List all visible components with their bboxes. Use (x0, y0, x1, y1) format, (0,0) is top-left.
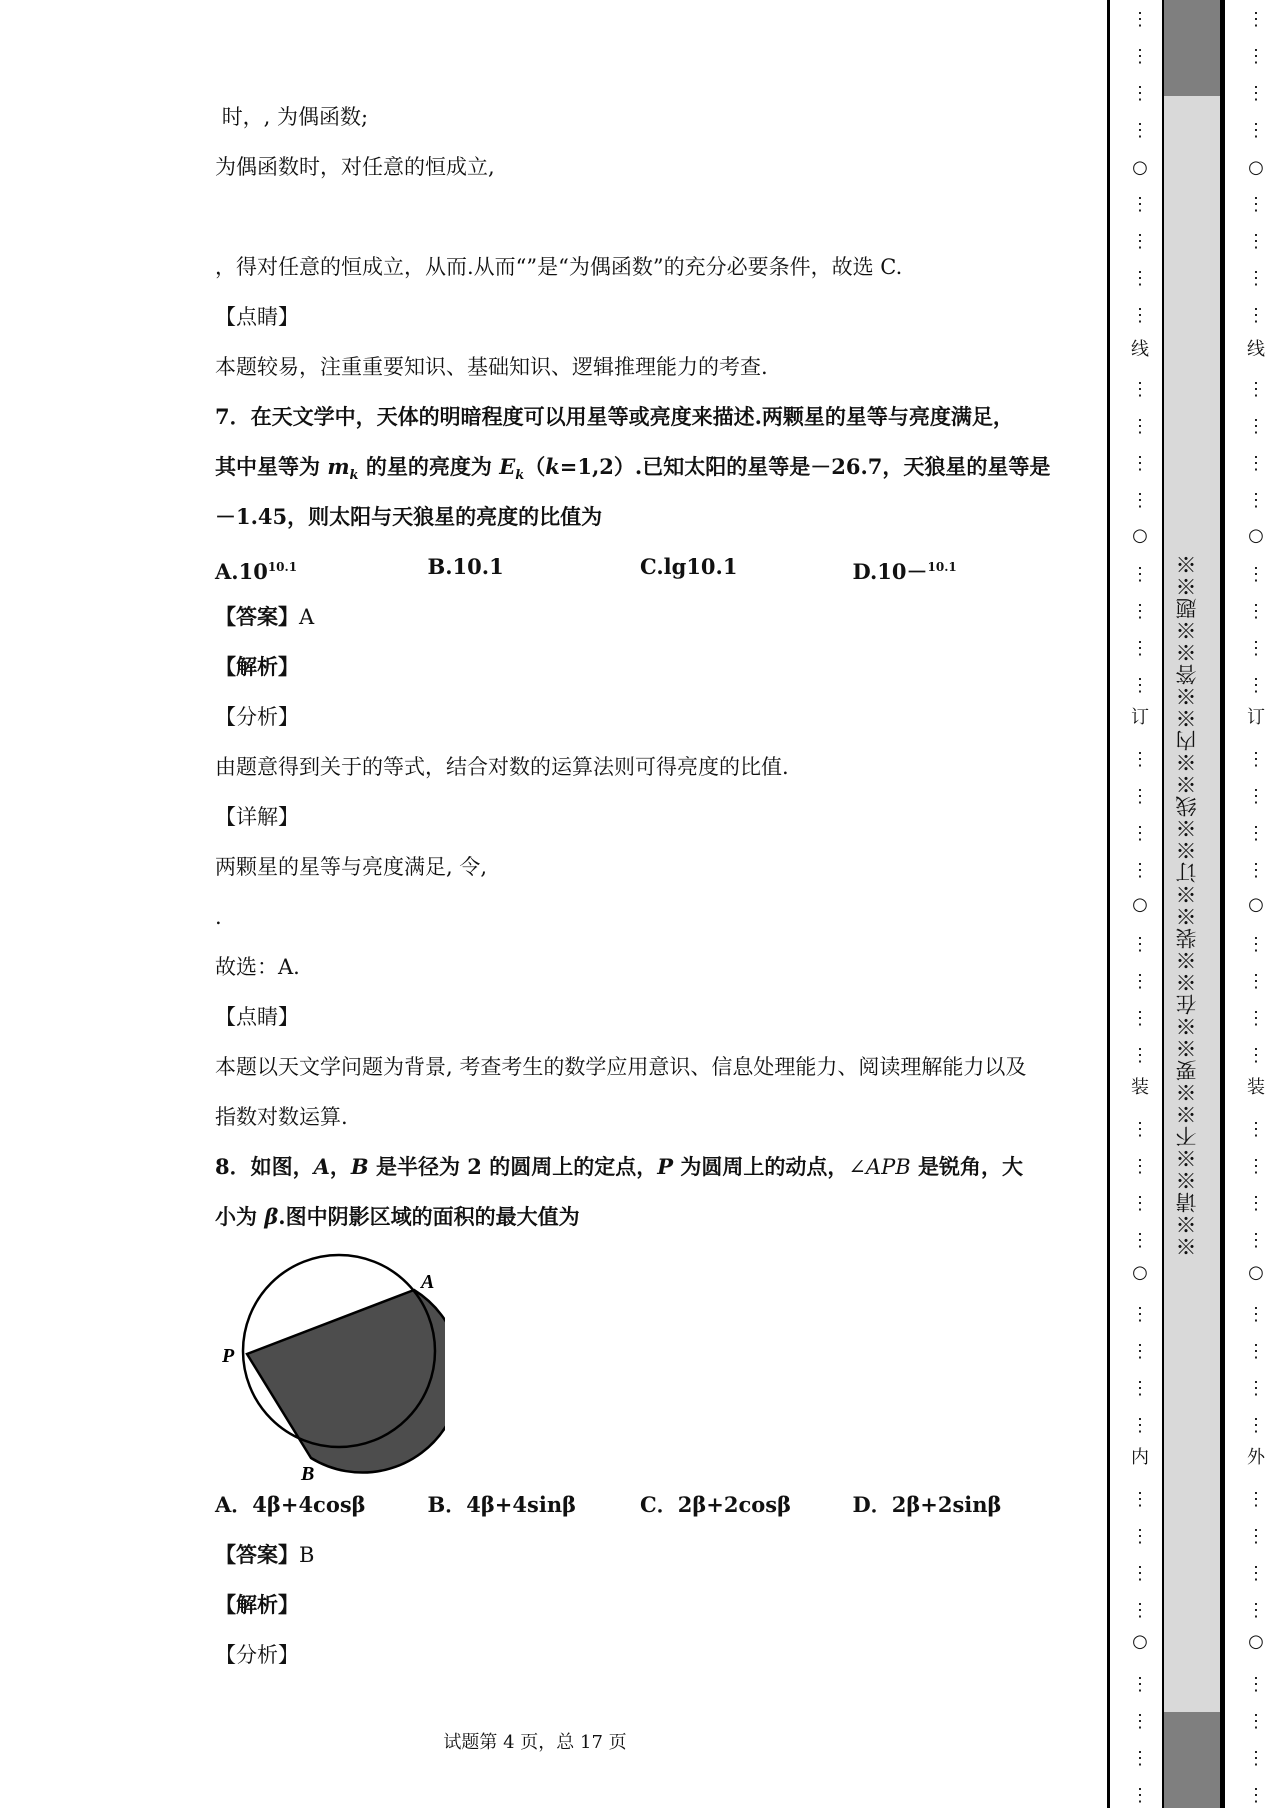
dots-icon: ⋮ (1247, 379, 1265, 400)
text-line: 由题意得到关于的等式，结合对数的运算法则可得亮度的比值. (215, 755, 789, 779)
dots-icon: ⋮ (1131, 1156, 1149, 1177)
dots-icon: ⋮ (1131, 416, 1149, 437)
dots-icon: ⋮ (1131, 638, 1149, 659)
section-heading: 【点睛】 (215, 305, 299, 329)
dots-icon: ⋮ (1131, 305, 1149, 326)
option-d: D．2β+2sinβ (852, 1492, 1002, 1517)
dots-icon: ⋮ (1247, 749, 1265, 770)
dots-icon: ⋮ (1131, 1230, 1149, 1251)
point-a-label: A (421, 1271, 435, 1293)
dots-icon: ⋮ (1247, 1563, 1265, 1584)
outer-binding-label: 线 (1247, 339, 1265, 360)
dots-icon: ⋮ (1247, 1304, 1265, 1325)
answer-line (215, 1543, 1065, 1567)
dots-icon: ⋮ (1247, 120, 1265, 141)
dots-icon: ⋮ (1247, 1119, 1265, 1140)
dots-icon: ⋮ (1131, 490, 1149, 511)
dots-icon: ⋮ (1131, 46, 1149, 67)
dots-icon: ⋮ (1247, 1193, 1265, 1214)
text: 是半径为 2 的圆周上的定点， (368, 1154, 658, 1179)
outer-binding-label: 装 (1247, 1077, 1265, 1098)
option-a (215, 555, 428, 584)
question-8-options (215, 1493, 1065, 1517)
dots-icon: ⋮ (1131, 1341, 1149, 1362)
dots-icon: ⋮ (1131, 1045, 1149, 1066)
page-footer: 试题第 4 页，总 17 页 (443, 1732, 627, 1753)
text: 8．如图， (215, 1154, 314, 1179)
question-8-line-1 (215, 1155, 1065, 1179)
question-7-options (215, 554, 1065, 584)
option-c: C.lg10.1 (640, 554, 738, 579)
dots-icon: ⋮ (1131, 231, 1149, 252)
circle-icon: ○ (1132, 894, 1148, 915)
text-line: 为偶函数时，对任意的恒成立, (215, 155, 495, 179)
dots-icon: ⋮ (1131, 83, 1149, 104)
circle-figure (215, 1251, 445, 1481)
dots-icon: ⋮ (1247, 1489, 1265, 1510)
option-d (852, 555, 1066, 584)
dots-icon: ⋮ (1131, 120, 1149, 141)
dots-icon: ⋮ (1131, 823, 1149, 844)
text-line (215, 105, 1065, 129)
circle-icon: ○ (1132, 1262, 1148, 1283)
option-c: C．2β+2cosβ (640, 1492, 792, 1517)
document-body (215, 105, 1065, 1693)
text: 的星的亮度为 (358, 454, 500, 479)
text-line: 两颗星的星等与亮度满足, 令, (215, 855, 488, 879)
circle-icon: ○ (1248, 1262, 1264, 1283)
option-b: B.10.1 (427, 554, 504, 579)
dots-icon: ⋮ (1131, 675, 1149, 696)
inner-binding-label: 订 (1131, 707, 1149, 728)
margin-rule-left (1107, 0, 1110, 1808)
dots-icon: ⋮ (1131, 1674, 1149, 1695)
circle-icon: ○ (1248, 1631, 1264, 1652)
question-7-line-3: －1.45，则太阳与天狼星的亮度的比值为 (215, 504, 603, 529)
dots-icon: ⋮ (1131, 1415, 1149, 1436)
dots-icon: ⋮ (1247, 1230, 1265, 1251)
dots-icon: ⋮ (1131, 1563, 1149, 1584)
dots-icon: ⋮ (1247, 83, 1265, 104)
question-8-line-2 (215, 1205, 1065, 1229)
var-m: m (327, 454, 350, 479)
question-7-line-2 (215, 454, 1065, 484)
dots-icon: ⋮ (1247, 231, 1265, 252)
outer-dotted-column (1236, 0, 1276, 1808)
section-heading: 【解析】 (215, 654, 299, 679)
dots-icon: ⋮ (1247, 1156, 1265, 1177)
dots-icon: ⋮ (1247, 1341, 1265, 1362)
option-d-text: D.10－ (852, 559, 928, 584)
text: =1,2）.已知太阳的星等是－26.7，天狼星的星等是 (559, 454, 1051, 479)
text-line: . (215, 905, 222, 929)
var-p: P (657, 1154, 674, 1179)
dots-icon: ⋮ (1131, 1785, 1149, 1806)
outer-binding-label: 订 (1247, 707, 1265, 728)
text-line: 本题以天文学问题为背景, 考查考生的数学应用意识、信息处理能力、阅读理解能力以及 (215, 1055, 1027, 1079)
text: 为圆周上的动点， (673, 1154, 849, 1179)
inner-binding-label: 线 (1131, 339, 1149, 360)
dots-icon: ⋮ (1131, 786, 1149, 807)
dots-icon: ⋮ (1131, 749, 1149, 770)
angle-apb: ∠APB (848, 1155, 911, 1179)
subscript-k: k (515, 468, 525, 484)
option-a: A．4β+4cosβ (215, 1492, 366, 1517)
dots-icon: ⋮ (1131, 564, 1149, 585)
option-a-exponent: 10.1 (267, 560, 298, 574)
dots-icon: ⋮ (1247, 934, 1265, 955)
dots-icon: ⋮ (1247, 46, 1265, 67)
dots-icon: ⋮ (1247, 1600, 1265, 1621)
dots-icon: ⋮ (1131, 453, 1149, 474)
subscript-k: k (349, 468, 359, 484)
dots-icon: ⋮ (1131, 1193, 1149, 1214)
answer-value: A (299, 605, 315, 629)
dots-icon: ⋮ (1247, 194, 1265, 215)
dots-icon: ⋮ (1247, 601, 1265, 622)
text: 时，, 为偶函数; (221, 105, 369, 129)
dots-icon: ⋮ (1247, 971, 1265, 992)
section-heading: 【解析】 (215, 1592, 299, 1617)
dots-icon: ⋮ (1247, 638, 1265, 659)
answer-value: B (299, 1543, 315, 1567)
inner-binding-label: 装 (1131, 1077, 1149, 1098)
inner-dotted-column (1120, 0, 1160, 1808)
dots-icon: ⋮ (1131, 9, 1149, 30)
dots-icon: ⋮ (1131, 1008, 1149, 1029)
dots-icon: ⋮ (1247, 490, 1265, 511)
dots-icon: ⋮ (1131, 934, 1149, 955)
dots-icon: ⋮ (1131, 1489, 1149, 1510)
dots-icon: ⋮ (1131, 1304, 1149, 1325)
text-line: 故选：A. (215, 955, 300, 979)
dots-icon: ⋮ (1247, 1008, 1265, 1029)
var-b: B (350, 1154, 369, 1179)
dots-icon: ⋮ (1247, 860, 1265, 881)
dots-icon: ⋮ (1131, 971, 1149, 992)
dots-icon: ⋮ (1247, 564, 1265, 585)
text-line: 本题较易，注重重要知识、基础知识、逻辑推理能力的考查. (215, 355, 768, 379)
text: 小为 (215, 1204, 265, 1229)
text-line: ，得对任意的恒成立，从而.从而“”是“为偶函数”的充分必要条件，故选 C. (215, 255, 903, 279)
dots-icon: ⋮ (1131, 1748, 1149, 1769)
dots-icon: ⋮ (1247, 675, 1265, 696)
dots-icon: ⋮ (1131, 379, 1149, 400)
dots-icon: ⋮ (1247, 1415, 1265, 1436)
inner-binding-label: 内 (1131, 1447, 1149, 1468)
var-beta: β (264, 1204, 279, 1229)
dots-icon: ⋮ (1247, 1785, 1265, 1806)
point-p-label: P (222, 1345, 235, 1367)
circle-icon: ○ (1248, 894, 1264, 915)
point-b-label: B (301, 1463, 315, 1481)
answer-label: 【答案】 (215, 1542, 299, 1567)
text: （ (524, 454, 546, 479)
margin-rule-right (1222, 0, 1225, 1808)
circle-icon: ○ (1132, 1631, 1148, 1652)
circle-icon: ○ (1248, 525, 1264, 546)
dots-icon: ⋮ (1131, 1526, 1149, 1547)
text: 其中星等为 (215, 454, 328, 479)
dots-icon: ⋮ (1131, 1711, 1149, 1732)
answer-line (215, 605, 1065, 629)
dots-icon: ⋮ (1131, 860, 1149, 881)
text: .图中阴影区域的面积的最大值为 (278, 1204, 580, 1229)
text: ， (329, 1154, 351, 1179)
dots-icon: ⋮ (1247, 1526, 1265, 1547)
circle-icon: ○ (1248, 157, 1264, 178)
dots-icon: ⋮ (1247, 1378, 1265, 1399)
answer-label: 【答案】 (215, 604, 299, 629)
text-line: 指数对数运算. (215, 1105, 348, 1129)
circle-icon: ○ (1132, 525, 1148, 546)
text: 是锐角，大 (910, 1154, 1023, 1179)
dots-icon: ⋮ (1247, 1711, 1265, 1732)
dots-icon: ⋮ (1131, 601, 1149, 622)
dots-icon: ⋮ (1247, 1748, 1265, 1769)
option-b: B．4β+4sinβ (427, 1492, 577, 1517)
outer-binding-label: 外 (1247, 1447, 1265, 1468)
option-d-exponent: 10.1 (927, 560, 957, 574)
dots-icon: ⋮ (1131, 1119, 1149, 1140)
no-answer-notice: ※※请※※不※※要※※在※※装※※订※※线※※内※※答※※题※※ (1175, 553, 1199, 1257)
circle-diagram (215, 1251, 445, 1481)
circle-icon: ○ (1132, 157, 1148, 178)
var-k: k (545, 454, 560, 479)
section-heading: 【分析】 (215, 705, 299, 729)
band-cap-bottom (1164, 1712, 1220, 1808)
dots-icon: ⋮ (1131, 194, 1149, 215)
option-a-text: A.10 (215, 559, 268, 584)
dots-icon: ⋮ (1247, 1674, 1265, 1695)
var-a: A (313, 1154, 330, 1179)
dots-icon: ⋮ (1247, 416, 1265, 437)
dots-icon: ⋮ (1247, 453, 1265, 474)
dots-icon: ⋮ (1247, 786, 1265, 807)
dots-icon: ⋮ (1131, 1378, 1149, 1399)
dots-icon: ⋮ (1131, 268, 1149, 289)
section-heading: 【点睛】 (215, 1005, 299, 1029)
shaded-region (247, 1290, 445, 1473)
question-7-line-1: 7．在天文学中，天体的明暗程度可以用星等或亮度来描述.两颗星的星等与亮度满足， (215, 404, 1014, 429)
formula-space (215, 205, 1065, 255)
dots-icon: ⋮ (1247, 9, 1265, 30)
dots-icon: ⋮ (1247, 1045, 1265, 1066)
section-heading: 【详解】 (215, 805, 299, 829)
band-cap-top (1164, 0, 1220, 96)
dots-icon: ⋮ (1247, 305, 1265, 326)
dots-icon: ⋮ (1247, 268, 1265, 289)
var-e: E (499, 454, 516, 479)
section-heading: 【分析】 (215, 1643, 299, 1667)
dots-icon: ⋮ (1247, 823, 1265, 844)
dots-icon: ⋮ (1131, 1600, 1149, 1621)
